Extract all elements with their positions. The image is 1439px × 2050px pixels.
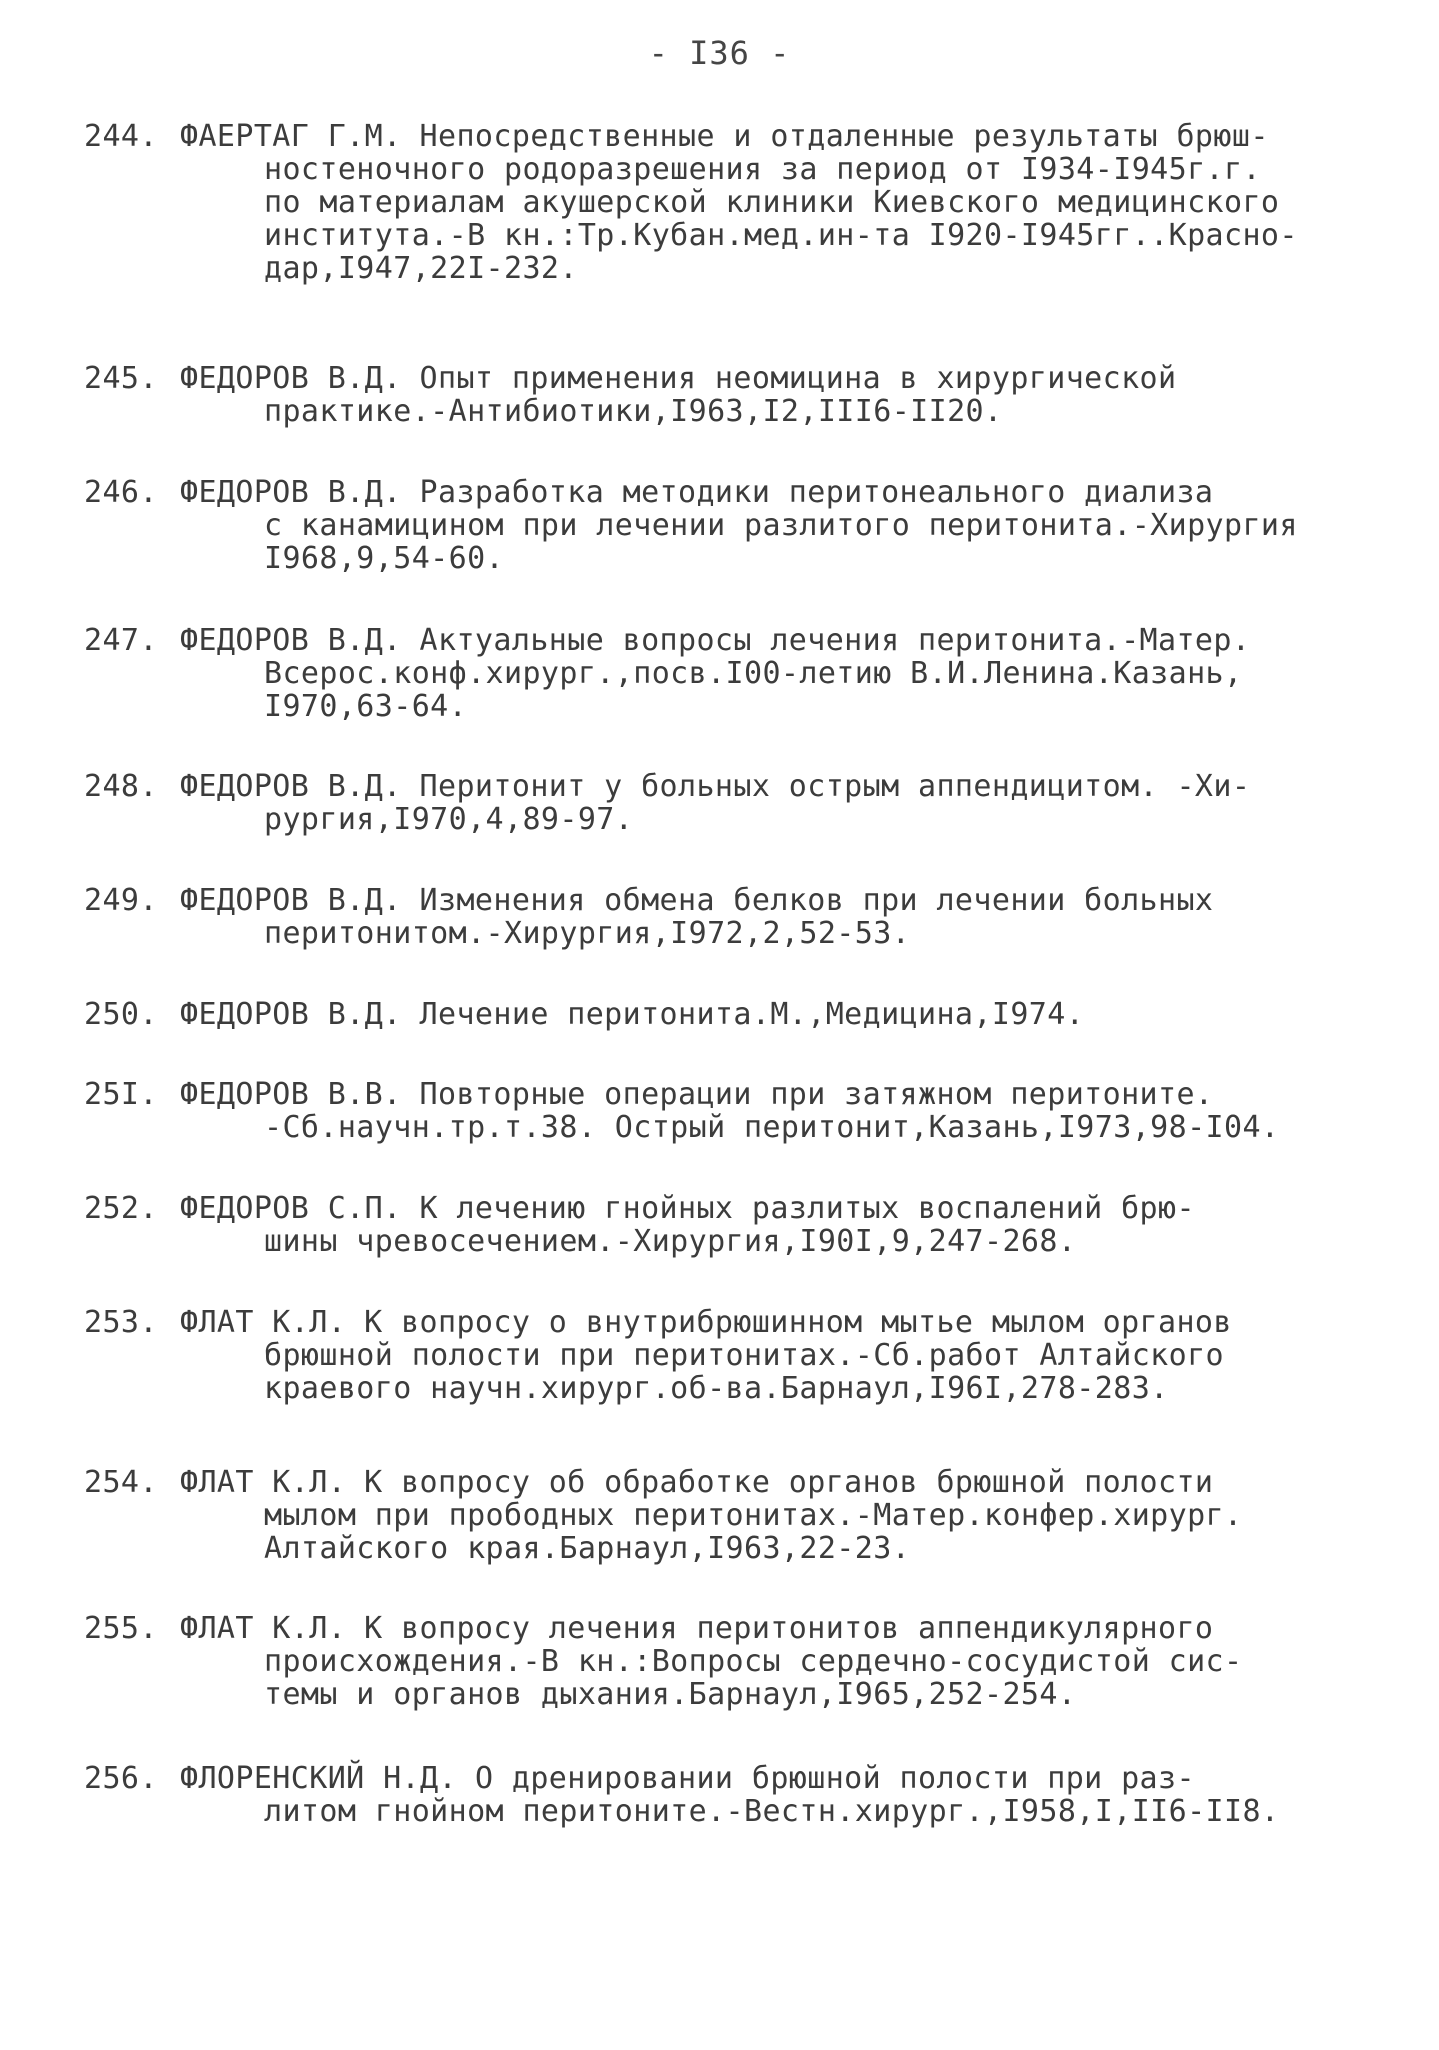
- entry-text-line: литом гнойном перитоните.-Вестн.хирург.,I958,I,II6-II8.: [264, 1794, 1280, 1829]
- entry-text-line: Непосредственные и отдаленные результаты брюш-: [419, 119, 1269, 154]
- page-number: - I36 -: [648, 34, 791, 72]
- entry-number: 249.: [84, 883, 158, 918]
- entry-text-line: рургия,I970,4,89-97.: [264, 802, 634, 837]
- entry-text-line: по материалам акушерской клиники Киевского медицинского: [264, 185, 1280, 220]
- entry-text-line: I970,63-64.: [264, 689, 468, 724]
- entry-text-line: О дренировании брюшной полости при раз-: [474, 1761, 1195, 1796]
- entry-number: 246.: [84, 475, 158, 510]
- bibliography-entry-252: [84, 1192, 1374, 1258]
- entry-author: ФЕДОРОВ С.П.: [180, 1191, 402, 1226]
- entry-text-line: Перитонит у больных острым аппендицитом. -Хи-: [419, 769, 1251, 804]
- bibliography-entry-246: [84, 476, 1374, 575]
- entry-first-line: [84, 362, 1374, 395]
- entry-author: ФЕДОРОВ В.Д.: [180, 623, 402, 658]
- entry-text-line: Лечение перитонита.М.,Медицина,I974.: [419, 997, 1085, 1032]
- entry-author: ФЕДОРОВ В.Д.: [180, 769, 402, 804]
- entry-text-line: К вопросу об обработке органов брюшной полости: [364, 1465, 1214, 1500]
- entry-text-line: -Сб.научн.тр.т.38. Острый перитонит,Казань,I973,98-I04.: [264, 1110, 1280, 1145]
- bibliography-entry-250: [84, 998, 1374, 1031]
- entry-first-line: [84, 1612, 1374, 1645]
- entry-text-line: Повторные операции при затяжном перитоните.: [419, 1077, 1214, 1112]
- bibliography-entry-245: [84, 362, 1374, 428]
- entry-text-line: ностеночного родоразрешения за период от I934-I945г.г.: [264, 152, 1261, 187]
- entry-number: 253.: [84, 1305, 158, 1340]
- entry-text-line: Опыт применения неомицина в хирургической: [419, 361, 1177, 396]
- entry-author: ФЕДОРОВ В.Д.: [180, 997, 402, 1032]
- entry-text-line: темы и органов дыхания.Барнаул,I965,252-254.: [264, 1677, 1077, 1712]
- entry-text-line: шины чревосечением.-Хирургия,I90I,9,247-268.: [264, 1224, 1077, 1259]
- entry-text-line: I968,9,54-60.: [264, 541, 504, 576]
- entry-first-line: [84, 624, 1374, 657]
- entry-text-line: К лечению гнойных разлитых воспалений брю-: [419, 1191, 1195, 1226]
- bibliography-entry-244: [84, 120, 1374, 285]
- entry-author: ФЛАТ К.Л.: [180, 1305, 347, 1340]
- entry-text-line: К вопросу лечения перитонитов аппендикулярного: [364, 1611, 1214, 1646]
- entry-number: 247.: [84, 623, 158, 658]
- entry-first-line: [84, 476, 1374, 509]
- entry-text-line: К вопросу о внутрибрюшинном мытье мылом органов: [364, 1305, 1232, 1340]
- entry-text-line: Алтайского края.Барнаул,I963,22-23.: [264, 1531, 911, 1566]
- entry-text-line: практике.-Антибиотики,I963,I2,III6-II20.: [264, 394, 1003, 429]
- entry-number: 254.: [84, 1465, 158, 1500]
- bibliography-entry-255: [84, 1612, 1374, 1711]
- entry-author: ФЕДОРОВ В.Д.: [180, 361, 402, 396]
- entry-first-line: [84, 1762, 1374, 1795]
- entry-number: 250.: [84, 997, 158, 1032]
- entry-number: 245.: [84, 361, 158, 396]
- entry-number: 244.: [84, 119, 158, 154]
- entry-text-line: перитонитом.-Хирургия,I972,2,52-53.: [264, 916, 911, 951]
- entry-first-line: [84, 1466, 1374, 1499]
- entry-text-line: происхождения.-В кн.:Вопросы сердечно-сосудистой сис-: [264, 1644, 1243, 1679]
- entry-author: ФЛАТ К.Л.: [180, 1465, 347, 1500]
- entry-text-line: института.-В кн.:Тр.Кубан.мед.ин-та I920-I945гг..Красно-: [264, 218, 1298, 253]
- entry-number: 252.: [84, 1191, 158, 1226]
- entry-author: ФЕДОРОВ В.В.: [180, 1077, 402, 1112]
- bibliography-entry-253: [84, 1306, 1374, 1405]
- entry-first-line: [84, 770, 1374, 803]
- entry-number: 248.: [84, 769, 158, 804]
- bibliography-entry-249: [84, 884, 1374, 950]
- entry-text-line: дар,I947,22I-232.: [264, 251, 578, 286]
- entry-first-line: [84, 1192, 1374, 1225]
- entry-author: ФЕДОРОВ В.Д.: [180, 475, 402, 510]
- bibliography-entry-248: [84, 770, 1374, 836]
- entry-text-line: с канамицином при лечении разлитого перитонита.-Хирургия: [264, 508, 1298, 543]
- entry-author: ФЕДОРОВ В.Д.: [180, 883, 402, 918]
- entry-first-line: [84, 1078, 1374, 1111]
- entry-author: ФЛОРЕНСКИЙ Н.Д.: [180, 1761, 457, 1796]
- entry-text-line: Изменения обмена белков при лечении больных: [419, 883, 1214, 918]
- entry-text-line: Актуальные вопросы лечения перитонита.-Матер.: [419, 623, 1251, 658]
- entry-first-line: [84, 120, 1374, 153]
- entry-first-line: [84, 884, 1374, 917]
- entry-first-line: [84, 998, 1374, 1031]
- entry-number: 256.: [84, 1761, 158, 1796]
- entry-text-line: Всерос.конф.хирург.,посв.I00-летию В.И.Ленина.Казань,: [264, 656, 1243, 691]
- entry-text-line: Разработка методики перитонеального диализа: [419, 475, 1214, 510]
- entry-number: 25I.: [84, 1077, 158, 1112]
- entry-text-line: краевого научн.хирург.об-ва.Барнаул,I96I,278-283.: [264, 1371, 1169, 1406]
- entry-first-line: [84, 1306, 1374, 1339]
- entry-number: 255.: [84, 1611, 158, 1646]
- bibliography-entry-247: [84, 624, 1374, 723]
- bibliography-entry-251: [84, 1078, 1374, 1144]
- entry-author: ФАЕРТАГ Г.М.: [180, 119, 402, 154]
- entry-text-line: мылом при прободных перитонитах.-Матер.конфер.хирург.: [264, 1498, 1243, 1533]
- entry-text-line: брюшной полости при перитонитах.-Сб.работ Алтайского: [264, 1338, 1224, 1373]
- bibliography-entry-256: [84, 1762, 1374, 1828]
- entry-author: ФЛАТ К.Л.: [180, 1611, 347, 1646]
- bibliography-entry-254: [84, 1466, 1374, 1565]
